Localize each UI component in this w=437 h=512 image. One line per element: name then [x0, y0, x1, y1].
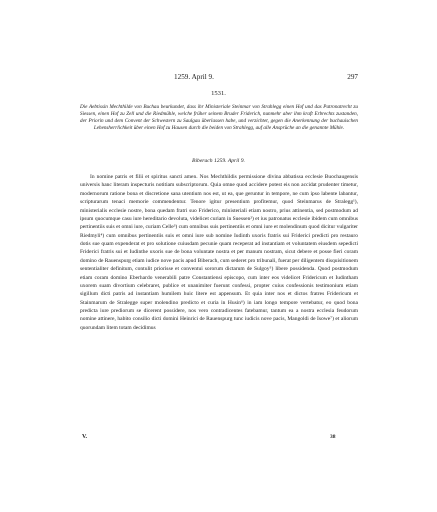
dateline: Biberach 1259. April 9. — [192, 158, 245, 164]
charter-text — [80, 173, 358, 332]
signature-mark: V. — [82, 434, 88, 440]
regest-summary: Die Aebtissin Mechthilde von Buchau beurkundet, dass ihr Ministeriale Steinmar von Strahlegg einen Hof und das Patronatrecht zu Siessen, einen Hof zu Zell und die Riedmühle, welche früher seinem Bruder Friderich, nunmehr aber ihm kraft Erbrechts zustanden, der Priorin und dem Convent der Schwestern zu Saulgau überlassen habe, und verzichtet, gegen die Anerkennung der buchauischen Lehensherrlichkeit über einen Hof zu Hausen durch die beiden von Strahlegg, auf alle Ansprüche an die genannte Mühle. — [80, 104, 358, 131]
header-date: 1259. April 9. — [174, 73, 214, 81]
gathering-number: 38 — [330, 434, 336, 440]
page-number: 297 — [347, 73, 358, 81]
charter-paragraph: In nomine patris et filii et spiritus sancti amen. Nos Mechthildis permissione divina abbatissa ecclesie Buochaugensis universis hanc literam inspecturis notitiam subscriptorum. Quia omne quod accidere potest eis non accidat prudenter timetur, modernorum ratione bona et discretione sana utentium nos est, ut ea, que geruntur in tempore, ne cum ipso labente labantur, scripturarum tenaci memorie commendentur. Tenore igitur presentium profitemur, quod Steinmarus de Stralegg¹), ministerialis ecclesie nostre, bona quedam fratri suo Friderico, ministeriali etiam nostro, prius attinentia, sed postmodum ad ipsum quocumque casu iure hereditario devoluta, videlicet curiam in Suessen²) et ius patronatus ecclesie ibidem cum omnibus pertinentiis suis et omni iure, curiam Celle³) cum omnibus suis pertinentiis et omni iure et molendinum quod dicitur vulgariter Riedmyli⁴) cum omnibus pertinentiis suis et omni iure sub nomine Iudinth uxoris fratris sui Friderici predicti pro restauro dotis sue quam expenderat et pro solutione cuiusdam pecunie quam receperat ad instantiam et voluntatem eiusdem sepedicti Friderici fratris sui et Iudinthe uxoris sue de bona voluntate nostra et per manum nostram, sicut debere et posse fieri coram domino de Rauenspurg etiam iudice nove pacis apud Biberach, cum sederet pro tribunali, fuerat per diligentem disquisitionem sententialiter definitum, contulit priorisse et conventui sororum dictarum de Sulgoy⁵) libere possidenda. Quod postmodum etiam coram domino Eberhardo venerabili patre Constantiensi episcopo, cum inter eos videlicet Fridericum et Iudintham uxorem suam divortium celebraret, publice et unanimiter fuerunt confessi, propter cuius confessionis testimonium etiam sigillum dicti patris ad instantiam humilem huic litere est appensum. Et quia inter nos et dictos fratres Fridericum et Stainmarum de Stralegge super molendino predicto et curia in Husin⁶) in iam longo tempore vertebatur, eo quod bona predicta iure prediorum se dicerent possidere, nos vero contradicentes fatebamur, tantum ea a nostra ecclesia feudorum nomine attinere, habito consilio dicti domini Heinrici de Rauenspurg tunc iudicis nove pacis, Mangoldi de Isowe⁷) et aliorum quorundam litem totam decidimus — [80, 174, 358, 331]
document-number: 1531. — [211, 90, 226, 97]
